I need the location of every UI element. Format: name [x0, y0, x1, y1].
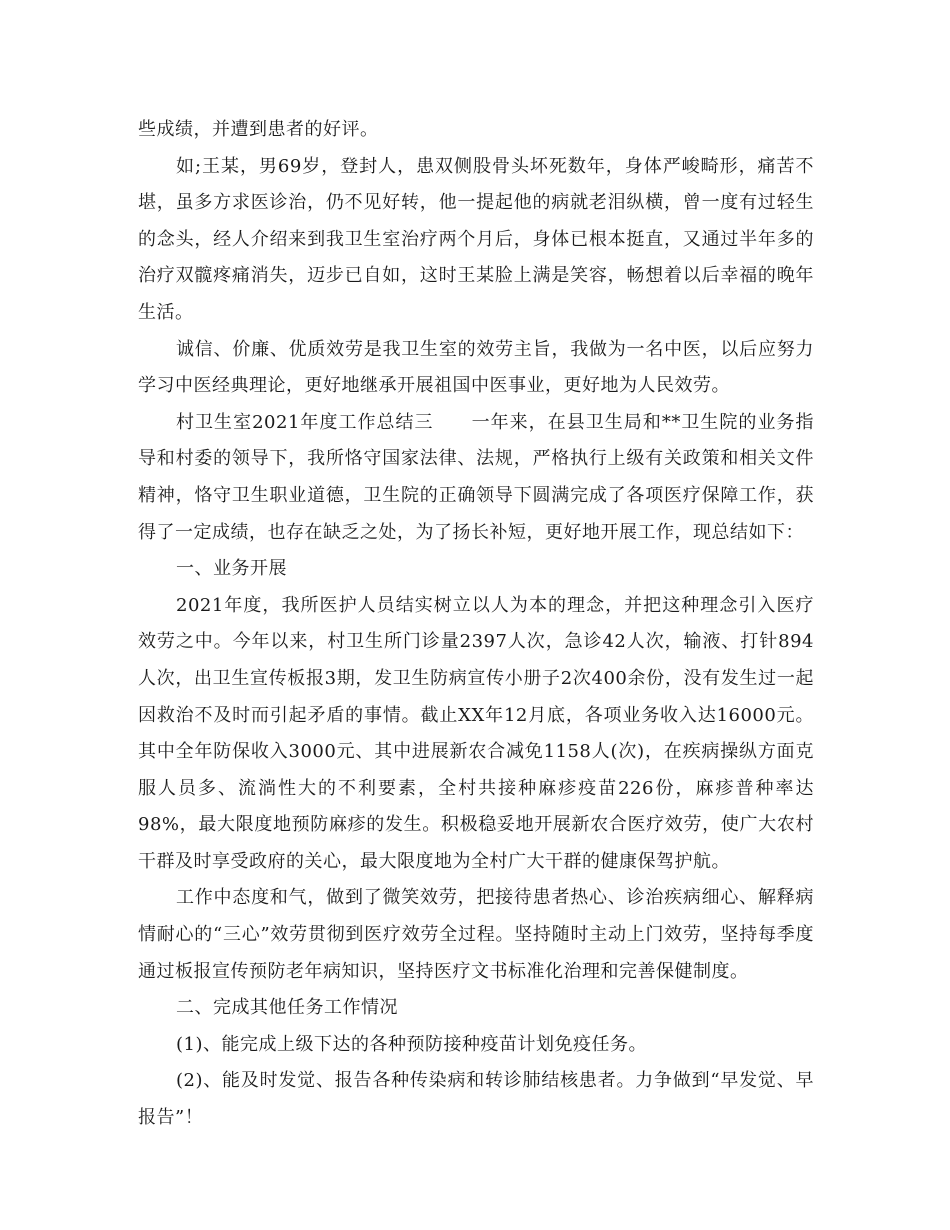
section-heading-other-tasks: 二、完成其他任务工作情况: [176, 997, 398, 1019]
paragraph-case-example: 如;王某，男69岁，登封人，患双侧股骨头坏死数年，身体严峻畸形，痛苦不堪，虽多方求医诊治，仍不见好转，他一提起他的病就老泪纵横，曾一度有过轻生的念头，经人介绍来到我卫生室治疗两个月后，身体已根本挺直，又通过半年多的治疗双髋疼痛消失，迈步已自如，这时王某脸上满是笑容，畅想着以后幸福的晚年生活。: [138, 155, 814, 323]
paragraph-service-tenet: 诚信、价廉、优质效劳是我卫生室的效劳主旨，我做为一名中医，以后应努力学习中医经典理论，更好地继承开展祖国中医事业，更好地为人民效劳。: [138, 338, 814, 397]
list-item-infectious-disease: (2)、能及时发觉、报告各种传染病和转诊肺结核患者。力争做到“早发觉、早报告”！: [138, 1070, 814, 1129]
section-heading-business: 一、业务开展: [176, 558, 287, 580]
paragraph-continuation: 些成绩，并遭到患者的好评。: [138, 119, 379, 140]
document-body: [138, 112, 814, 1137]
paragraph-business-stats: 2021年度，我所医护人员结实树立以人为本的理念，并把这种理念引入医疗效劳之中。今年以来，村卫生所门诊量2397人次，急诊42人次，输液、打针894人次，出卫生宣传板报3期，发卫生防病宣传小册子2次400余份，没有发生过一起因救治不及时而引起矛盾的事情。截止XX年12月底，各项业务收入达16000元。其中全年防保收入3000元、其中进展新农合减免1158人(次)，在疾病操纵方面克服人员多、流淌性大的不利要素，全村共接种麻疹疫苗226份，麻疹普种率达98%，最大限度地预防麻疹的发生。积极稳妥地开展新农合医疗效劳，使广大农村干群及时享受政府的关心，最大限度地为全村广大干群的健康保驾护航。: [138, 594, 814, 872]
list-item-vaccination: (1)、能完成上级下达的各种预防接种疫苗计划免疫任务。: [176, 1033, 647, 1055]
paragraph-service-attitude: 工作中态度和气，做到了微笑效劳，把接待患者热心、诊治疾病细心、解释病情耐心的“三心”效劳贯彻到医疗效劳全过程。坚持随时主动上门效劳，坚持每季度通过板报宣传预防老年病知识，坚持医疗文书标准化治理和完善保健制度。: [138, 887, 814, 982]
paragraph-summary-intro: 村卫生室2021年度工作总结三 一年来，在县卫生局和**卫生院的业务指导和村委的领导下，我所恪守国家法律、法规，严格执行上级有关政策和相关文件精神，恪守卫生职业道德，卫生院的正确领导下圆满完成了各项医疗保障工作，获得了一定成绩，也存在缺乏之处，为了扬长补短，更好地开展工作，现总结如下：: [138, 411, 814, 543]
